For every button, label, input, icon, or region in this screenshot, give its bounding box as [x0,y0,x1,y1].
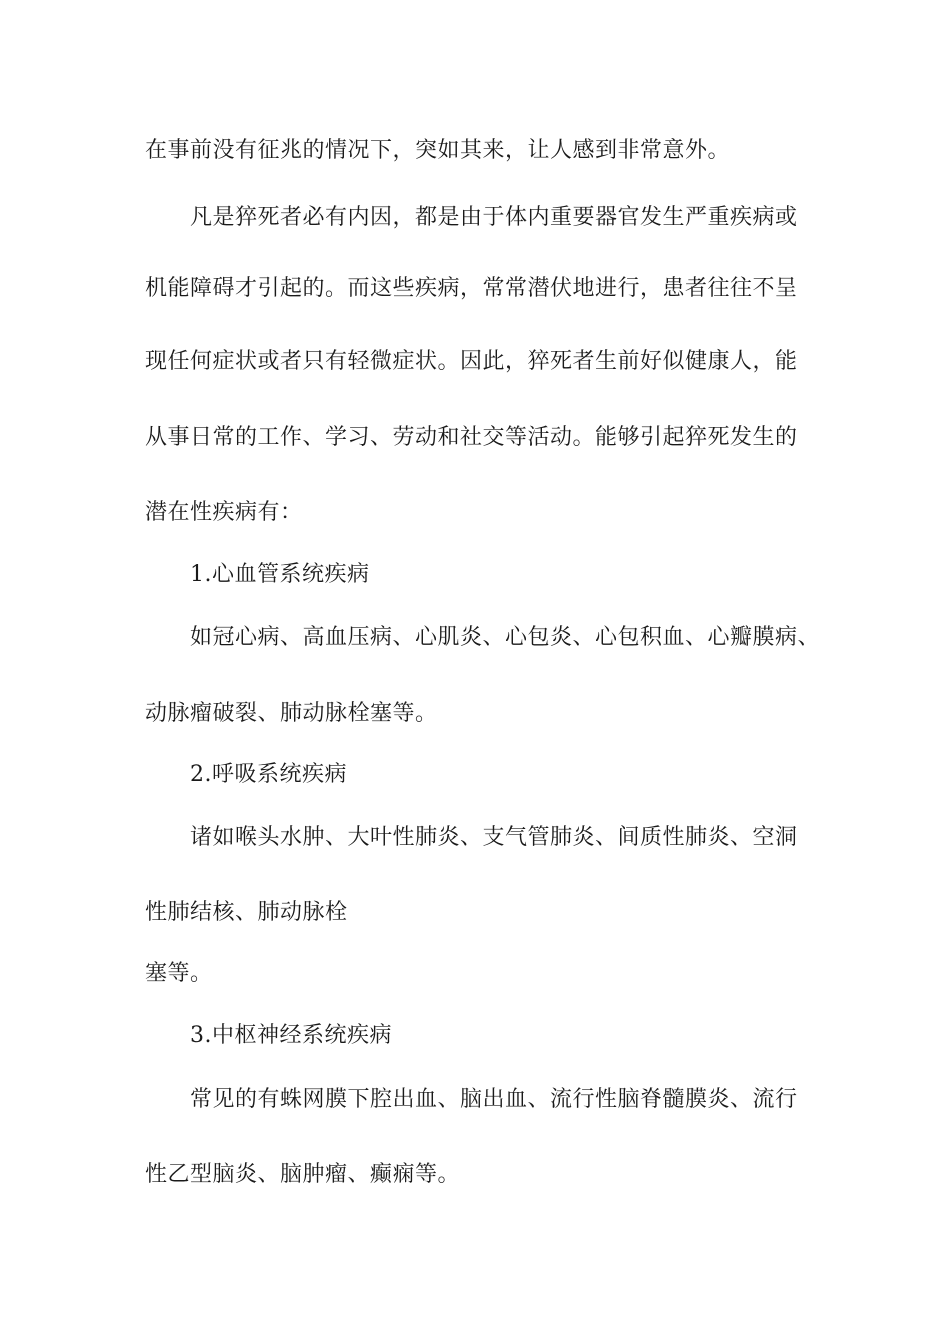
paragraph-line: 性乙型脑炎、脑肿瘤、癫痫等。 [145,1162,461,1187]
paragraph-line: 凡是猝死者必有内因，都是由于体内重要器官发生严重疾病或 [190,205,798,230]
paragraph-line: 塞等。 [145,961,213,986]
paragraph-line: 如冠心病、高血压病、心肌炎、心包炎、心包积血、心瓣膜病、 [190,625,821,650]
paragraph-line: 常见的有蛛网膜下腔出血、脑出血、流行性脑脊髓膜炎、流行 [190,1087,798,1112]
paragraph-line: 在事前没有征兆的情况下，突如其来，让人感到非常意外。 [145,138,731,163]
section-heading: 2.呼吸系统疾病 [190,762,347,787]
paragraph-line: 现任何症状或者只有轻微症状。因此，猝死者生前好似健康人，能 [145,349,798,374]
paragraph-line: 性肺结核、肺动脉栓 [145,900,348,925]
paragraph-line: 动脉瘤破裂、肺动脉栓塞等。 [145,701,438,726]
paragraph-line: 潜在性疾病有： [145,500,303,525]
paragraph-line: 机能障碍才引起的。而这些疾病，常常潜伏地进行，患者往往不呈 [145,276,798,301]
paragraph-line: 诸如喉头水肿、大叶性肺炎、支气管肺炎、间质性肺炎、空洞 [190,825,798,850]
section-heading: 3.中枢神经系统疾病 [190,1023,392,1048]
section-heading: 1.心血管系统疾病 [190,562,370,587]
paragraph-line: 从事日常的工作、学习、劳动和社交等活动。能够引起猝死发生的 [145,425,798,450]
